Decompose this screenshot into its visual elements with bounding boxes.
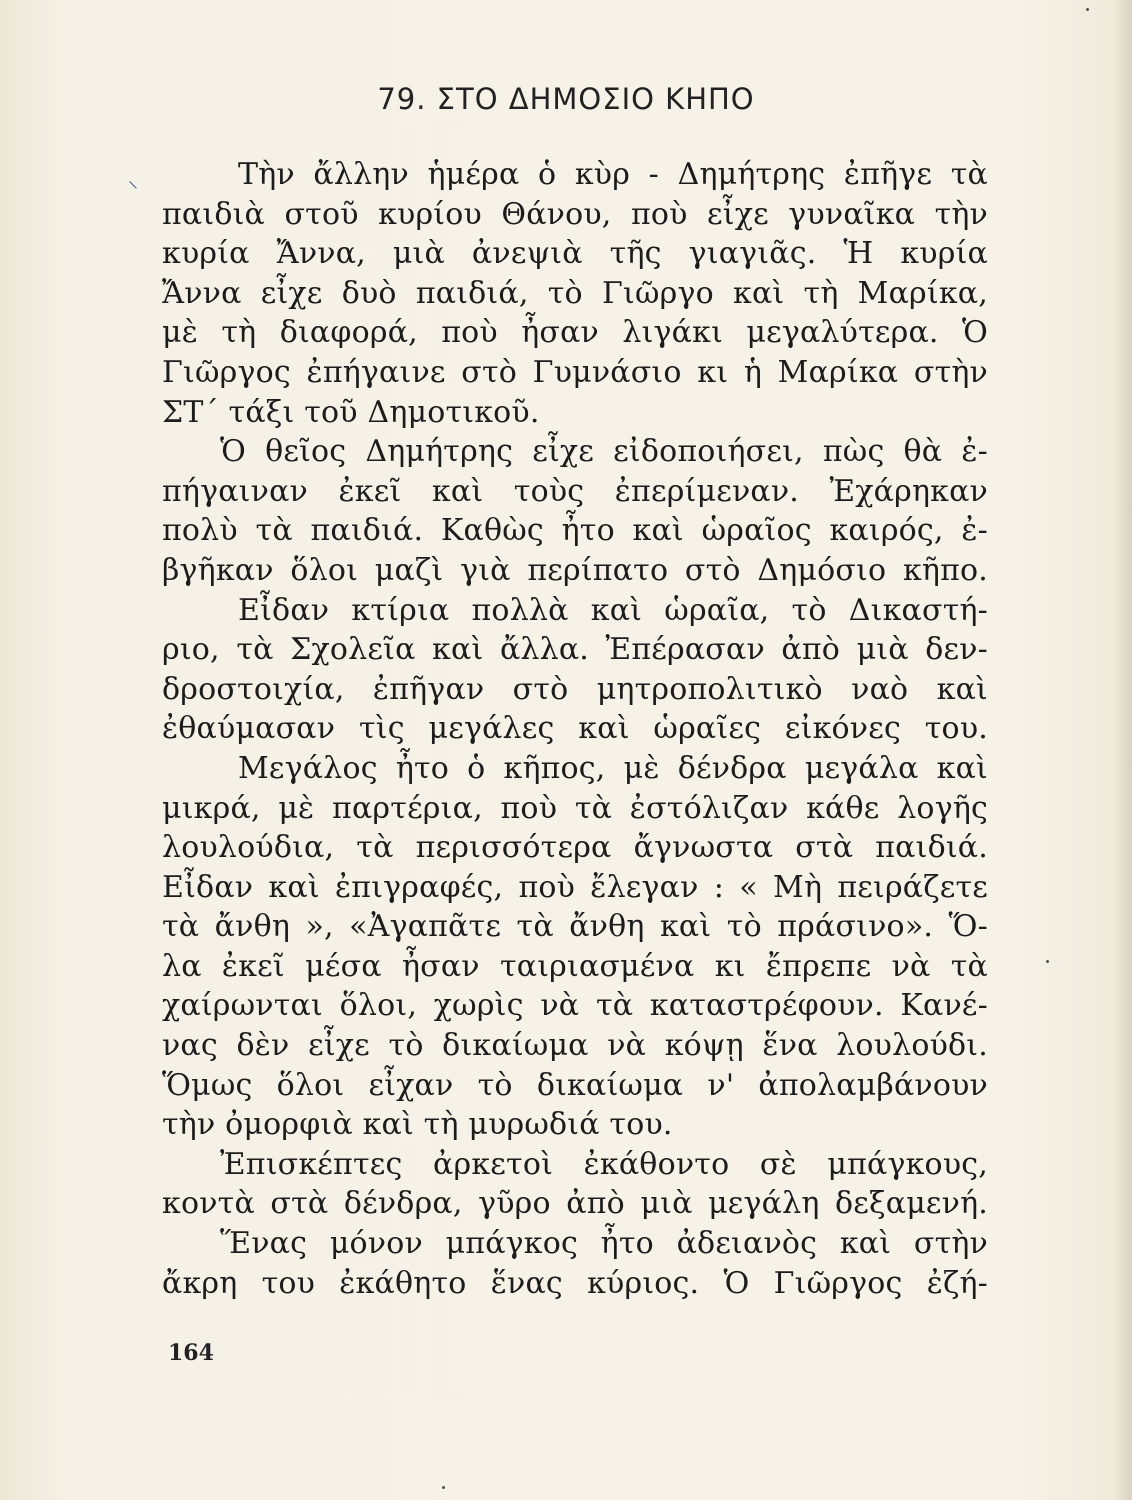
text-line: βγῆκαν ὅλοι μαζὶ γιὰ περίπατο στὸ Δημόσιο κῆπο. [162, 552, 988, 588]
text-line: δροστοιχία, ἐπῆγαν στὸ μητροπολιτικὸ ναὸ καὶ [162, 671, 988, 707]
margin-pencil-mark: ⸜ [128, 168, 138, 192]
text-line: Μεγάλος ἦτο ὁ κῆπος, μὲ δένδρα μεγάλα καὶ [238, 750, 988, 786]
text-line: Ἄννα εἶχε δυὸ παιδιά, τὸ Γιῶργο καὶ τὴ Μαρίκα, [162, 275, 988, 311]
page-edge-shadow [1114, 0, 1132, 1500]
text-line: ΣΤ΄ τάξι τοῦ Δημοτικοῦ. [162, 394, 540, 430]
text-line: ριο, τὰ Σχολεῖα καὶ ἄλλα. Ἐπέρασαν ἀπὸ μιὰ δεν- [162, 632, 988, 668]
text-line: τὰ ἄνθη », «Ἀγαπᾶτε τὰ ἄνθη καὶ τὸ πράσινο». Ὅ- [162, 909, 988, 945]
text-line: ἐθαύμασαν τὶς μεγάλες καὶ ὡραῖες εἰκόνες του. [162, 711, 988, 747]
text-line: Ὅμως ὅλοι εἶχαν τὸ δικαίωμα ν' ἀπολαμβάνουν [162, 1067, 988, 1103]
text-line: Ὁ θεῖος Δημήτρης εἶχε εἰδοποιήσει, πὼς θὰ ἐ- [220, 434, 988, 470]
text-line: μὲ τὴ διαφορά, ποὺ ἦσαν λιγάκι μεγαλύτερα. Ὁ [162, 315, 988, 351]
text-line: λουλούδια, τὰ περισσότερα ἄγνωστα στὰ παιδιά. [162, 830, 988, 866]
text-line: παιδιὰ στοῦ κυρίου Θάνου, ποὺ εἶχε γυναῖκα τὴν [162, 196, 988, 232]
text-line: κυρία Ἄννα, μιὰ ἀνεψιὰ τῆς γιαγιᾶς. Ἡ κυρία [162, 236, 988, 272]
text-line: χαίρωνται ὅλοι, χωρὶς νὰ τὰ καταστρέφουν. Κανέ- [162, 988, 988, 1024]
text-line: Εἶδαν καὶ ἐπιγραφές, ποὺ ἔλεγαν : « Μὴ πειράζετε [162, 869, 988, 905]
text-line: κοντὰ στὰ δένδρα, γῦρο ἀπὸ μιὰ μεγάλη δεξαμενή. [162, 1186, 988, 1222]
text-line: Τὴν ἄλλην ἡμέρα ὁ κὺρ - Δημήτρης ἐπῆγε τὰ [238, 157, 988, 192]
paper-speck [442, 1486, 445, 1489]
text-body [162, 155, 988, 1303]
text-line: Εἶδαν κτίρια πολλὰ καὶ ὡραῖα, τὸ Δικαστή- [238, 592, 988, 628]
page-number: 164 [168, 1340, 214, 1366]
text-line: ἄκρη του ἐκάθητο ἕνας κύριος. Ὁ Γιῶργος ἐζή- [162, 1265, 988, 1301]
text-line: Γιῶργος ἐπήγαινε στὸ Γυμνάσιο κι ἡ Μαρίκα στὴν [162, 354, 988, 390]
text-line: μικρά, μὲ παρτέρια, ποὺ τὰ ἐστόλιζαν κάθε λογῆς [162, 790, 988, 826]
text-line: πήγαιναν ἐκεῖ καὶ τοὺς ἐπερίμεναν. Ἐχάρηκαν [162, 473, 988, 509]
text-line: νας δὲν εἶχε τὸ δικαίωμα νὰ κόψῃ ἕνα λουλούδι. [162, 1028, 988, 1064]
text-line: Ἐπισκέπτες ἀρκετοὶ ἐκάθοντο σὲ μπάγκους, [220, 1146, 988, 1182]
text-line: πολὺ τὰ παιδιά. Καθὼς ἦτο καὶ ὡραῖος καιρός, ἐ- [162, 513, 988, 549]
chapter-title: 79. ΣΤΟ ΔΗΜΟΣΙΟ ΚΗΠΟ [377, 82, 755, 116]
text-line: Ἕνας μόνον μπάγκος ἦτο ἀδειανὸς καὶ στὴν [220, 1226, 988, 1262]
paper-speck [1086, 8, 1089, 11]
text-line: λα ἐκεῖ μέσα ἦσαν ταιριασμένα κι ἔπρεπε νὰ τὰ [162, 948, 988, 984]
text-line: τὴν ὀμορφιὰ καὶ τὴ μυρωδιά του. [162, 1107, 673, 1143]
paper-speck [1046, 960, 1049, 963]
